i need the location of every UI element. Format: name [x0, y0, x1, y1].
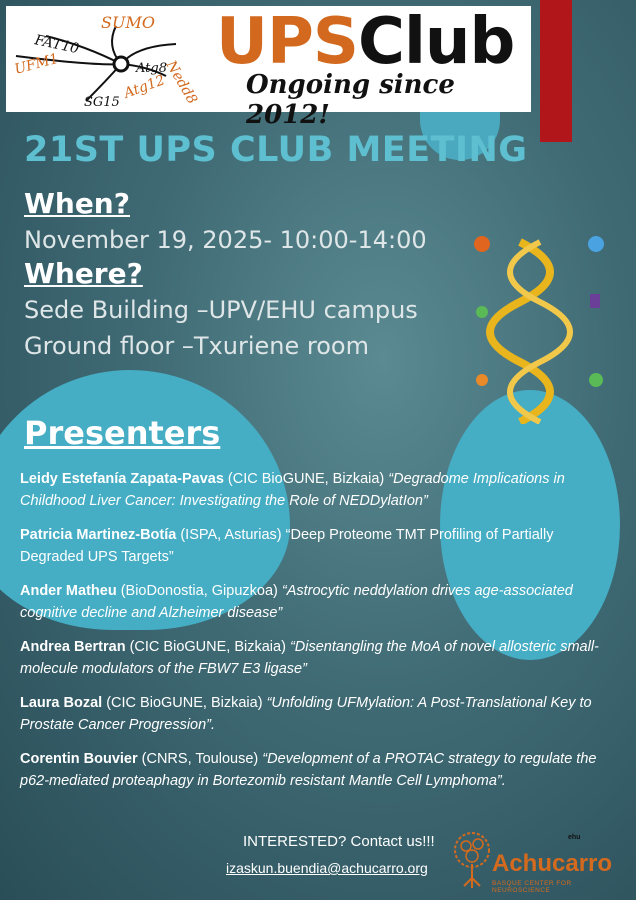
logo-word-sumo: SUMO: [101, 13, 155, 32]
brain-tree-icon: [452, 828, 492, 894]
presenter-item: [20, 748, 610, 792]
presenter-talk-title: “Unfolding UFMylation: A Post-Translational Key to Prostate Cancer Progression”.: [20, 695, 592, 733]
achucarro-name: Achucarro: [492, 850, 613, 877]
presenter-talk-title: “Astrocytic neddylation drives age-associated cognitive decline and Alzheimer disease”: [20, 583, 573, 621]
presenter-name: Ander Matheu: [20, 583, 117, 599]
where-heading: Where?: [24, 257, 143, 290]
presenters-list: [20, 468, 610, 804]
logo-title: [216, 5, 515, 79]
presenter-item: [20, 524, 610, 568]
ehu-label: ehu: [568, 834, 581, 841]
presenter-name: Corentin Bouvier: [20, 751, 138, 767]
presenter-name: Leidy Estefanía Zapata-Pavas: [20, 471, 224, 487]
presenter-item: [20, 580, 610, 624]
presenter-item: [20, 636, 610, 680]
ptm-helix-illustration: [450, 212, 630, 424]
achucarro-tagline: BASQUE CENTER FOR NEUROSCIENCE: [492, 880, 572, 894]
meeting-date: November 19, 2025- 10:00-14:00: [24, 226, 427, 254]
presenter-item: [20, 692, 610, 736]
presenter-affiliation: (CNRS, Toulouse): [137, 751, 263, 767]
presenter-name: Laura Bozal: [20, 695, 103, 711]
presenter-affiliation: (CIC BioGUNE, Bizkaia): [102, 695, 267, 711]
presenter-affiliation: (CIC BioGUNE, Bizkaia): [223, 471, 389, 487]
presenter-talk-title: “Development of a PROTAC strategy to regulate the p62-mediated proteaphagy in Bortezomib resistant Mantle Cell Lymphoma”.: [20, 751, 597, 789]
achucarro-logo: [452, 828, 627, 894]
logo-word-sg15: SG15: [84, 95, 120, 110]
presenter-talk-title: “Deep Proteome TMT Profiling of Partially Degraded UPS Targets”: [20, 527, 554, 565]
contact-prompt: INTERESTED? Contact us!!!: [243, 833, 435, 850]
contact-email-link[interactable]: izaskun.buendia@achucarro.org: [226, 860, 428, 876]
logo-word-atg8: Atg8: [136, 61, 167, 76]
ups-club-logo-banner: [6, 5, 531, 130]
location-line-1: Sede Building –UPV/EHU campus: [24, 296, 418, 324]
presenter-talk-title: “Disentangling the MoA of novel allosteric small-molecule modulators of the FBW7 E3 ligase”: [20, 639, 599, 677]
logo-word-atg12: Atg12: [121, 72, 168, 102]
red-accent-bar: [540, 0, 572, 142]
presenter-affiliation: (BioDonostia, Gipuzkoa): [116, 583, 282, 599]
presenter-talk-title: “Degradome Implications in Childhood Liver Cancer: Investigating the Role of NEDDylatIon”: [20, 471, 565, 509]
meeting-title: 21ST UPS CLUB MEETING: [24, 130, 528, 170]
logo-title-ups: UPS: [216, 5, 358, 79]
presenters-heading: Presenters: [24, 414, 221, 452]
logo-title-club: Club: [357, 5, 515, 79]
presenter-item: [20, 468, 610, 512]
logo-word-nedd8: Nedd8: [162, 58, 201, 108]
when-heading: When?: [24, 187, 130, 220]
modifier-network-logo-icon: [6, 6, 216, 112]
logo-word-fat10: FAT10: [33, 32, 81, 58]
presenter-affiliation: (CIC BioGUNE, Bizkaia): [125, 639, 290, 655]
logo-subtitle: Ongoing since 2012!: [246, 70, 455, 130]
logo-word-ufm1: UFM1: [12, 50, 61, 78]
presenter-name: Andrea Bertran: [20, 639, 126, 655]
location-line-2: Ground floor –Txuriene room: [24, 332, 369, 360]
presenter-name: Patricia Martinez-Botía: [20, 527, 177, 543]
presenter-affiliation: (ISPA, Asturias): [176, 527, 286, 543]
